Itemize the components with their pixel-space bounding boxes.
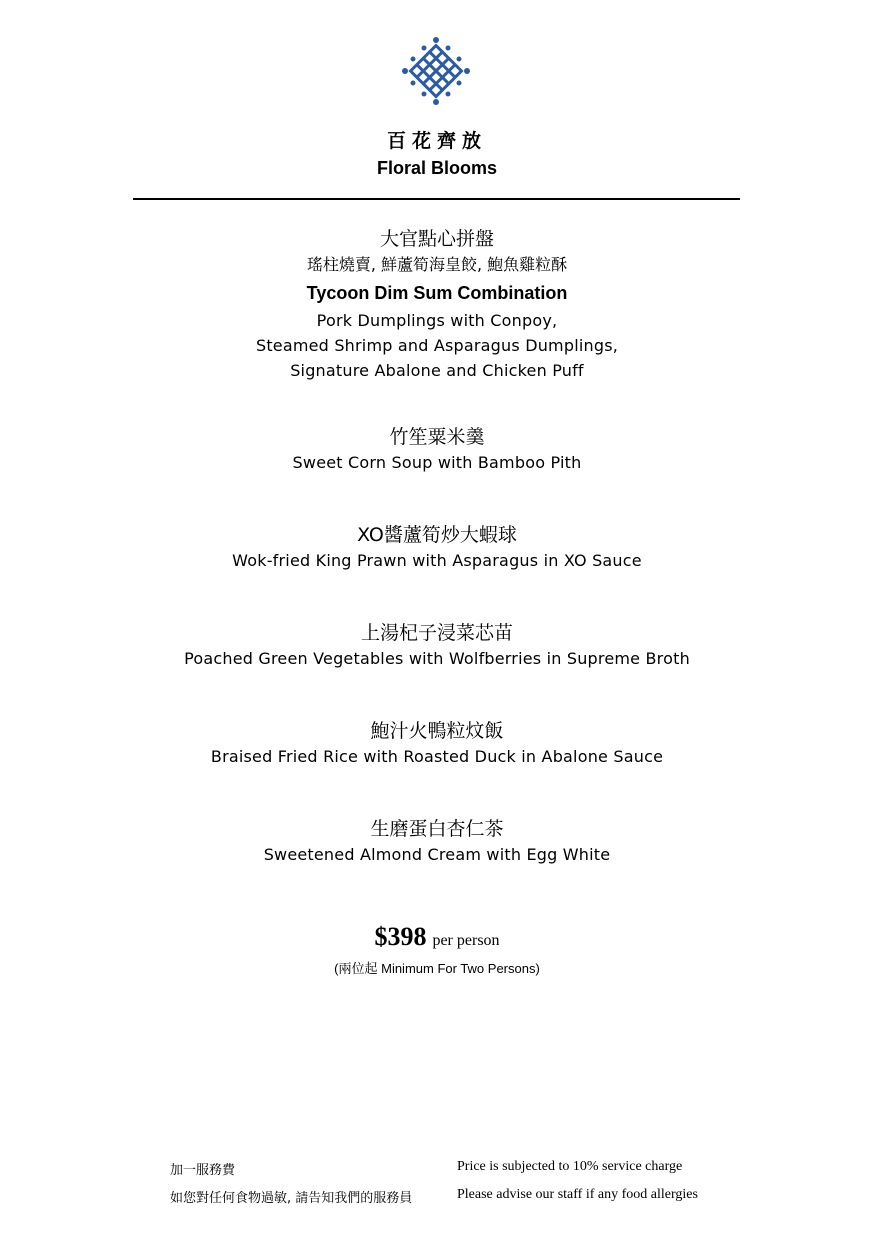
price-minimum-note: (兩位起 Minimum For Two Persons) xyxy=(334,961,540,976)
price-amount: $398 xyxy=(374,922,427,951)
course-name-en: Poached Green Vegetables with Wolfberries in Supreme Broth xyxy=(184,649,690,668)
course-name-zh: 大官點心拼盤 xyxy=(379,228,494,250)
course-detail-line: Steamed Shrimp and Asparagus Dumplings, xyxy=(255,336,619,355)
price-per-person: per person xyxy=(432,932,500,949)
menu-title-en: Floral Blooms xyxy=(376,158,497,178)
course-dim-sum xyxy=(0,226,874,383)
course-name-en: Sweet Corn Soup with Bamboo Pith xyxy=(292,453,582,472)
course-prawn xyxy=(0,522,874,573)
course-name-zh: 生磨蛋白杏仁茶 xyxy=(370,818,504,840)
course-name-zh: 鮑汁火鴨粒炆飯 xyxy=(370,720,504,742)
course-detail-line: Signature Abalone and Chicken Puff xyxy=(290,361,584,380)
course-vegetables xyxy=(0,620,874,671)
course-name-zh: XO醬蘆筍炒大蝦球 xyxy=(357,524,517,546)
course-soup xyxy=(0,424,874,475)
service-charge-en: Price is subjected to 10% service charge xyxy=(457,1159,683,1174)
course-name-en: Sweetened Almond Cream with Egg White xyxy=(263,845,611,864)
knot-logo-icon xyxy=(401,36,471,106)
divider xyxy=(133,198,740,200)
allergy-note-en: Please advise our staff if any food allergies xyxy=(457,1187,698,1202)
course-name-en: Tycoon Dim Sum Combination xyxy=(306,283,568,303)
service-charge-zh: 加一服務費 xyxy=(170,1163,236,1178)
allergy-note-zh: 如您對任何食物過敏, 請告知我們的服務員 xyxy=(170,1191,413,1206)
course-dessert xyxy=(0,816,874,867)
course-name-zh: 竹笙粟米羹 xyxy=(389,426,485,448)
price xyxy=(0,922,874,952)
menu-title-zh: 百花齊放 xyxy=(386,130,487,152)
course-detail-zh: 瑤柱燒賣, 鮮蘆筍海皇餃, 鮑魚雞粒酥 xyxy=(306,255,568,274)
course-name-en: Braised Fried Rice with Roasted Duck in Abalone Sauce xyxy=(210,747,664,766)
course-fried-rice xyxy=(0,718,874,769)
course-name-zh: 上湯杞子浸菜芯苗 xyxy=(360,622,513,644)
course-name-en: Wok-fried King Prawn with Asparagus in XO Sauce xyxy=(232,551,642,570)
course-detail-line: Pork Dumplings with Conpoy, xyxy=(316,311,558,330)
knot-logo-svg xyxy=(401,36,471,106)
